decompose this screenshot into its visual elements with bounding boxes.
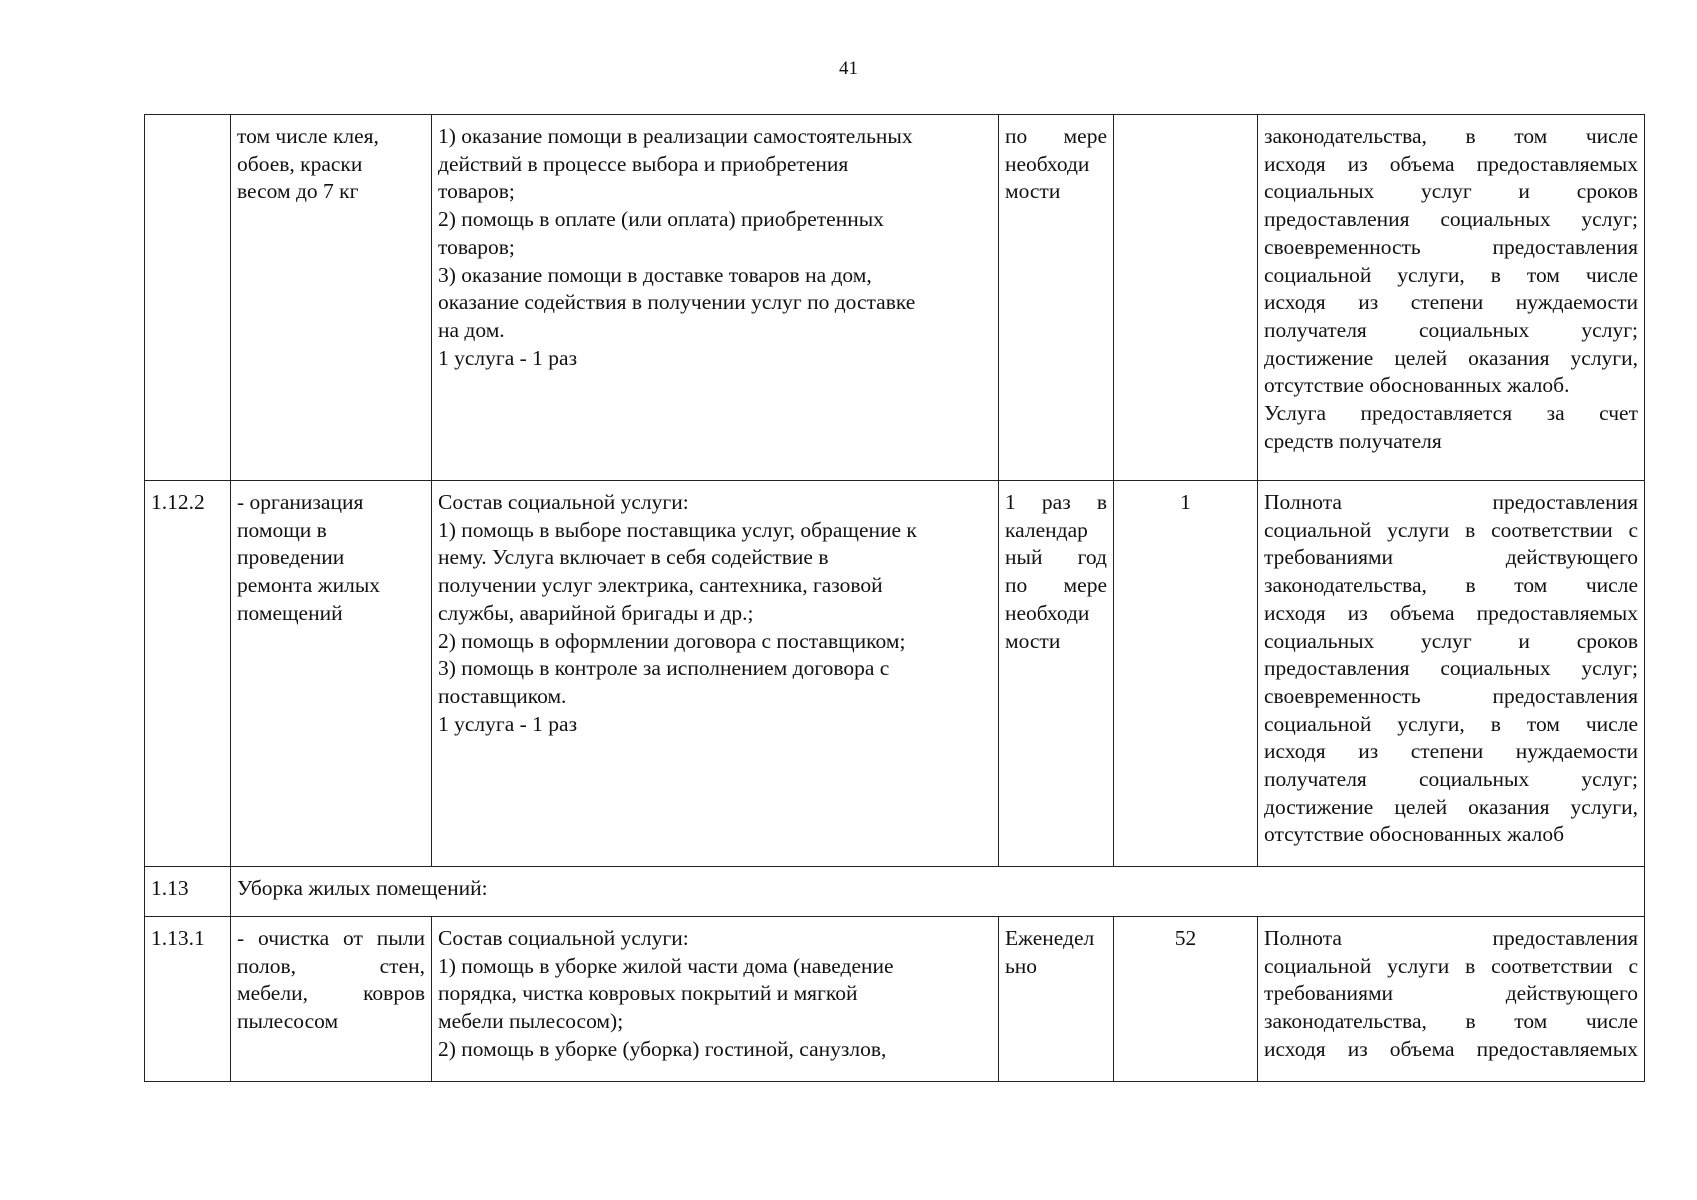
service-frequency-line: Еженедел [1005,926,1095,950]
service-name-line: - организация [237,490,364,514]
service-criteria-line: исходя из объема предоставляемых [1264,151,1638,176]
service-content-line: 2) помощь в оплате (или оплата) приобретенных [438,207,884,232]
service-criteria-line: Полнота предоставления [1264,490,1638,514]
service-frequency-line: мости [1005,628,1061,653]
service-content-line: мебели пылесосом); [438,1009,624,1034]
service-name-line: полов, стен, [237,953,425,978]
service-number [145,115,231,481]
service-content-line: порядка, чистка ковровых покрытий и мягкой [438,981,858,1006]
service-content-line: 1) помощь в уборке жилой части дома (наведение [438,953,894,978]
service-content-line: действий в процессе выбора и приобретения [438,151,849,176]
service-name-line: мебели, ковров [237,981,425,1006]
service-content-line: поставщиком. [438,683,567,708]
service-frequency-line: ный год [1005,545,1107,570]
service-frequency-line: необходи [1005,600,1090,625]
table-row [145,867,1645,917]
service-content [432,481,999,867]
service-name-line: помещений [237,600,343,625]
service-content-line: на дом. [438,317,505,342]
service-criteria-line: законодательства, в том числе [1264,1009,1638,1034]
service-count: 1 [1114,481,1258,867]
service-criteria-line: социальных услуг и сроков [1264,628,1638,653]
service-criteria-line: исходя из объема предоставляемых [1264,600,1638,625]
service-content-line: Состав социальной услуги: [438,490,689,514]
service-frequency-line: необходи [1005,151,1090,176]
service-frequency [999,115,1114,481]
service-count: 52 [1114,917,1258,1082]
service-name-line: обоев, краски [237,151,363,176]
service-frequency [999,917,1114,1082]
table-body [145,115,1645,1082]
service-content-line: 2) помощь в уборке (уборка) гостиной, санузлов, [438,1036,887,1061]
service-criteria-line: исходя из объема предоставляемых [1264,1036,1638,1061]
service-name-line: - очистка от пыли [237,926,425,950]
service-criteria-line: средств получателя [1264,428,1442,453]
service-criteria-line: законодательства, в том числе [1264,124,1638,148]
service-content-line: Состав социальной услуги: [438,926,689,950]
service-number: 1.12.2 [145,481,231,867]
service-content [432,917,999,1082]
service-criteria-line: предоставления социальных услуг; [1264,656,1638,681]
service-content-line: 1) помощь в выборе поставщика услуг, обращение к [438,517,917,542]
service-criteria [1258,917,1645,1082]
service-criteria-line: Услуга предоставляется за счет [1264,401,1638,426]
service-criteria-line: получателя социальных услуг; [1264,317,1638,342]
service-criteria-line: своевременность предоставления [1264,683,1638,708]
service-count [1114,115,1258,481]
service-name-line: ремонта жилых [237,573,381,598]
section-title: Уборка жилых помещений: [231,867,1645,917]
service-content [432,115,999,481]
service-criteria-line: социальной услуги в соответствии с [1264,953,1638,978]
service-criteria [1258,481,1645,867]
service-frequency-line: 1 раз в [1005,490,1107,514]
service-content-line: службы, аварийной бригады и др.; [438,600,754,625]
service-content-line: 3) помощь в контроле за исполнением договора с [438,656,890,681]
section-number: 1.13 [145,867,231,917]
service-criteria-line: своевременность предоставления [1264,234,1638,259]
service-name-line: весом до 7 кг [237,179,359,204]
service-frequency-line: по мере [1005,124,1107,148]
service-content-line: 3) оказание помощи в доставке товаров на дом, [438,262,872,287]
service-content-line: 1 услуга - 1 раз [438,711,578,736]
service-name-line: проведении [237,545,345,570]
service-name [231,481,432,867]
service-criteria-line: исходя из степени нуждаемости [1264,739,1638,764]
service-content-line: товаров; [438,234,515,259]
service-content-line: получении услуг электрика, сантехника, газовой [438,573,883,598]
service-content-line: оказание содействия в получении услуг по доставке [438,290,916,315]
service-content-line: 2) помощь в оформлении договора с поставщиком; [438,628,906,653]
service-content-line: 1) оказание помощи в реализации самостоятельных [438,124,913,148]
service-criteria-line: требованиями действующего [1264,981,1638,1006]
table-row [145,481,1645,867]
service-name-line: помощи в [237,517,327,542]
service-number: 1.13.1 [145,917,231,1082]
services-table [144,114,1645,1082]
service-criteria-line: достижение целей оказания услуги, [1264,794,1638,819]
service-name-line: том числе клея, [237,124,379,148]
page-number: 41 [839,58,858,79]
service-frequency-line: по мере [1005,573,1107,598]
service-criteria-line: требованиями действующего [1264,545,1638,570]
service-criteria-line: отсутствие обоснованных жалоб. [1264,373,1570,398]
service-criteria-line: социальной услуги, в том числе [1264,711,1638,736]
service-criteria-line: законодательства, в том числе [1264,573,1638,598]
service-criteria-line: Полнота предоставления [1264,926,1638,950]
service-criteria [1258,115,1645,481]
service-criteria-line: получателя социальных услуг; [1264,767,1638,792]
service-content-line: товаров; [438,179,515,204]
service-name [231,115,432,481]
service-criteria-line: социальной услуги в соответствии с [1264,517,1638,542]
table-row [145,917,1645,1082]
service-frequency-line: ьно [1005,953,1038,978]
service-criteria-line: социальных услуг и сроков [1264,179,1638,204]
service-content-line: нему. Услуга включает в себя содействие в [438,545,829,570]
service-criteria-line: предоставления социальных услуг; [1264,207,1638,232]
table-row [145,115,1645,481]
service-frequency-line: мости [1005,179,1061,204]
service-name [231,917,432,1082]
service-criteria-line: достижение целей оказания услуги, [1264,345,1638,370]
service-frequency-line: календар [1005,517,1088,542]
service-frequency [999,481,1114,867]
service-content-line: 1 услуга - 1 раз [438,345,578,370]
service-criteria-line: исходя из степени нуждаемости [1264,290,1638,315]
service-criteria-line: отсутствие обоснованных жалоб [1264,822,1565,847]
service-criteria-line: социальной услуги, в том числе [1264,262,1638,287]
service-name-line: пылесосом [237,1009,339,1034]
